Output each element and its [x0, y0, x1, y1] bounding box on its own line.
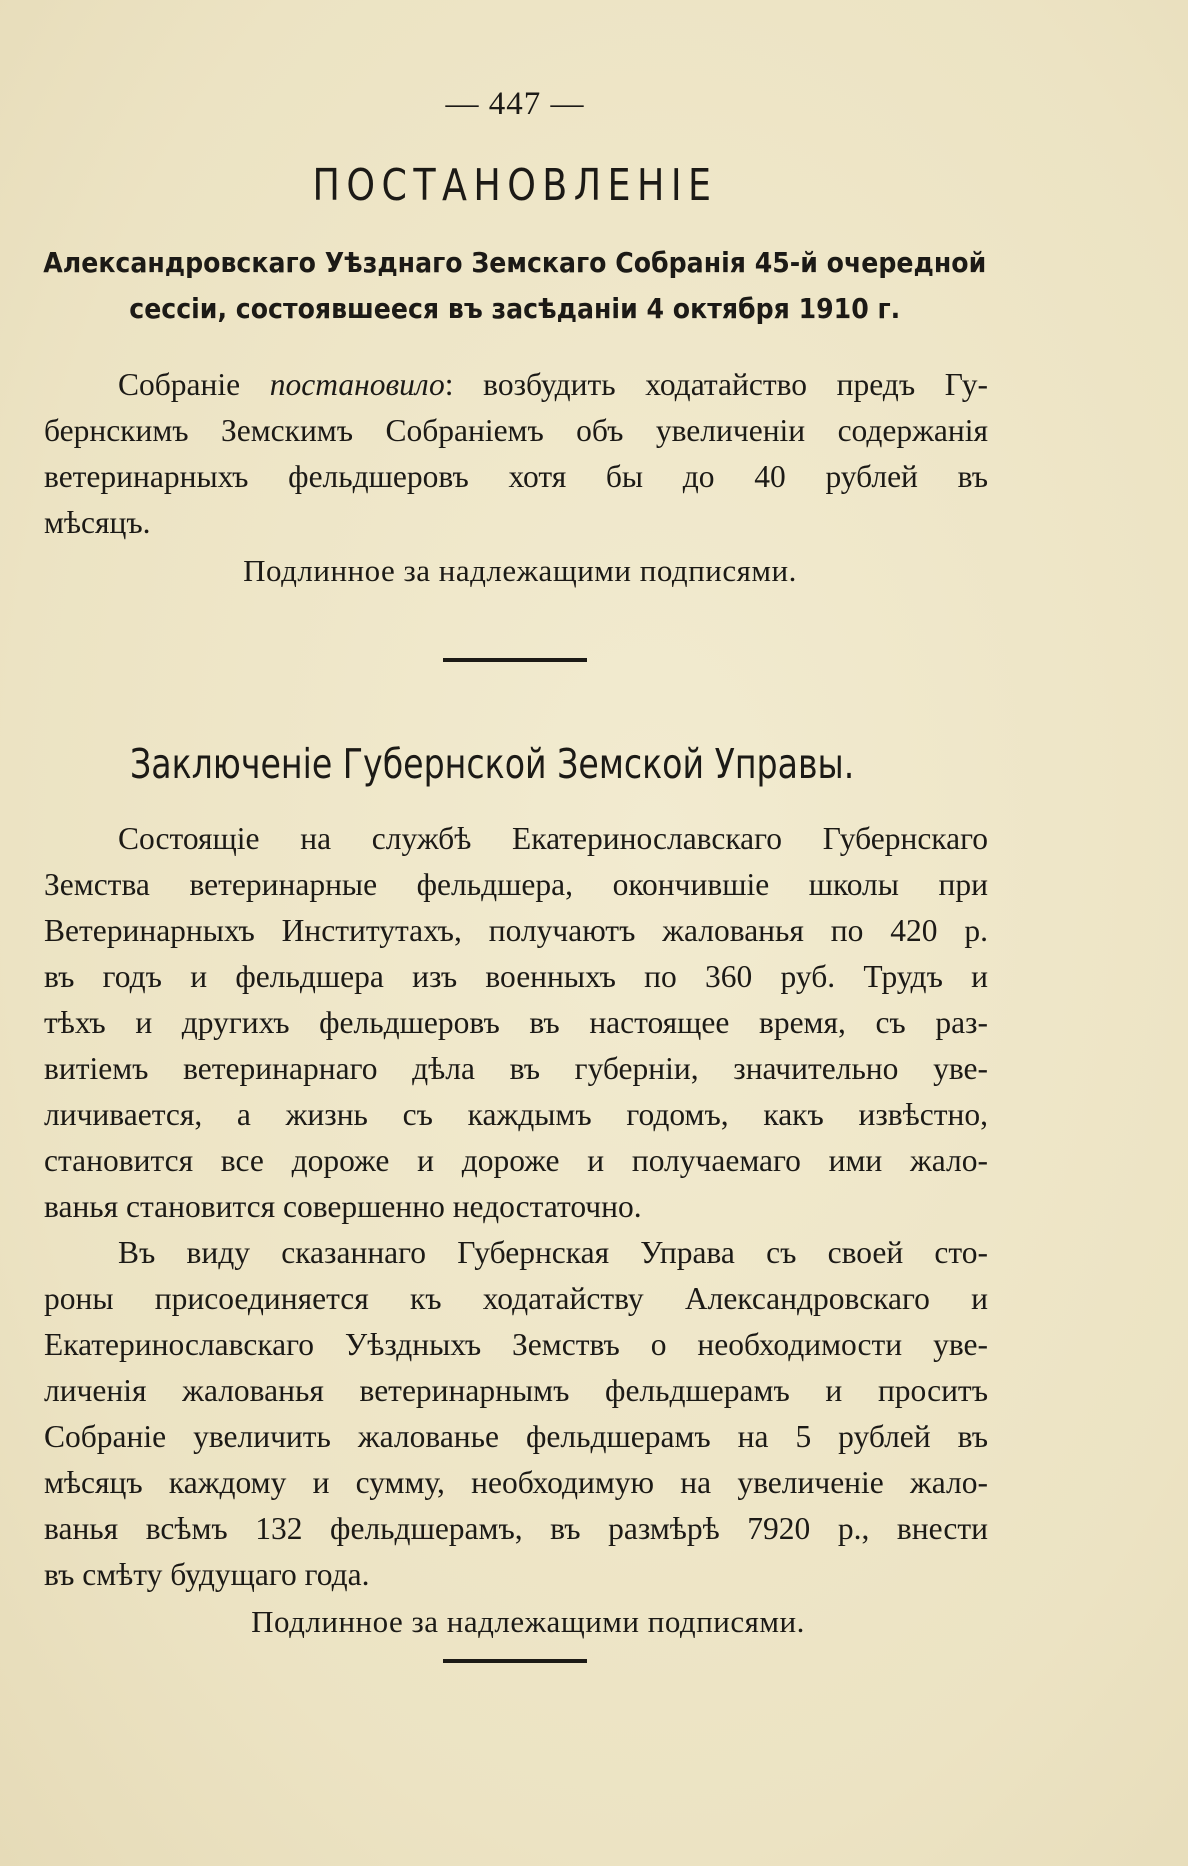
resolution-line: мѣсяцъ.	[44, 505, 151, 540]
conclusion-line: Собраніе увеличить жалованье фельдшерамъ на 5 рублей въ	[44, 1419, 988, 1454]
conclusion-line: въ смѣту будущаго года.	[44, 1557, 370, 1592]
subheading-line-1: Александровскаго Уѣзднаго Земскаго Собранія 45-й очередной	[43, 246, 987, 279]
resolution-heading: ПОСТАНОВЛЕНІЕ	[312, 160, 718, 211]
page-number: — 447 —	[445, 86, 585, 122]
resolution-line: ветеринарныхъ фельдшеровъ хотя бы до 40 рублей въ	[44, 459, 988, 494]
conclusion-line: Земства ветеринарные фельдшера, окончившіе школы при	[44, 867, 988, 902]
resolution-line: Собраніе постановило: возбудить ходатайство предъ Гу-	[118, 367, 989, 402]
conclusion-line: ванья становится совершенно недостаточно.	[44, 1189, 642, 1224]
conclusion-line: ванья всѣмъ 132 фельдшерамъ, въ размѣрѣ 7920 р., внести	[44, 1511, 988, 1546]
conclusion-line: Состоящіе на службѣ Екатеринославскаго Губернскаго	[118, 821, 988, 856]
conclusion-paragraph-2	[44, 1230, 988, 1598]
subheading-line-2: сессіи, состоявшееся въ засѣданіи 4 октября 1910 г.	[129, 292, 901, 325]
conclusion-line: Въ виду сказаннаго Губернская Управа съ своей сто-	[118, 1235, 988, 1270]
conclusion-line: Ветеринарныхъ Институтахъ, получаютъ жалованья по 420 р.	[44, 913, 988, 948]
conclusion-line: Екатеринославскаго Уѣздныхъ Земствъ о необходимости уве-	[44, 1327, 988, 1362]
resolution-subheading	[40, 240, 990, 332]
conclusion-signature: Подлинное за надлежащими подписями.	[251, 1604, 805, 1639]
emphasis-text: постановило	[269, 367, 445, 402]
conclusion-line: витіемъ ветеринарнаго дѣла въ губерніи, значительно уве-	[44, 1051, 988, 1086]
resolution-line: бернскимъ Земскимъ Собраніемъ объ увеличеніи содержанія	[44, 413, 988, 448]
conclusion-line: личивается, а жизнь съ каждымъ годомъ, какъ извѣстно,	[44, 1097, 988, 1132]
conclusion-line: въ годъ и фельдшера изъ военныхъ по 360 руб. Трудъ и	[44, 959, 988, 994]
resolution-signature: Подлинное за надлежащими подписями.	[243, 553, 797, 588]
conclusion-line: тѣхъ и другихъ фельдшеровъ въ настоящее время, съ раз-	[44, 1005, 988, 1040]
conclusion-title: Заключеніе Губернской Земской Управы.	[130, 740, 855, 788]
conclusion-line: мѣсяцъ каждому и сумму, необходимую на увеличеніе жало-	[44, 1465, 988, 1500]
section-divider	[443, 658, 587, 662]
end-divider	[443, 1659, 587, 1663]
conclusion-paragraph-1	[44, 816, 988, 1230]
resolution-text	[44, 362, 988, 546]
conclusion-line: личенія жалованья ветеринарнымъ фельдшерамъ и проситъ	[44, 1373, 988, 1408]
conclusion-line: становится все дороже и дороже и получаемаго ими жало-	[44, 1143, 988, 1178]
conclusion-line: роны присоединяется къ ходатайству Александровскаго и	[44, 1281, 988, 1316]
